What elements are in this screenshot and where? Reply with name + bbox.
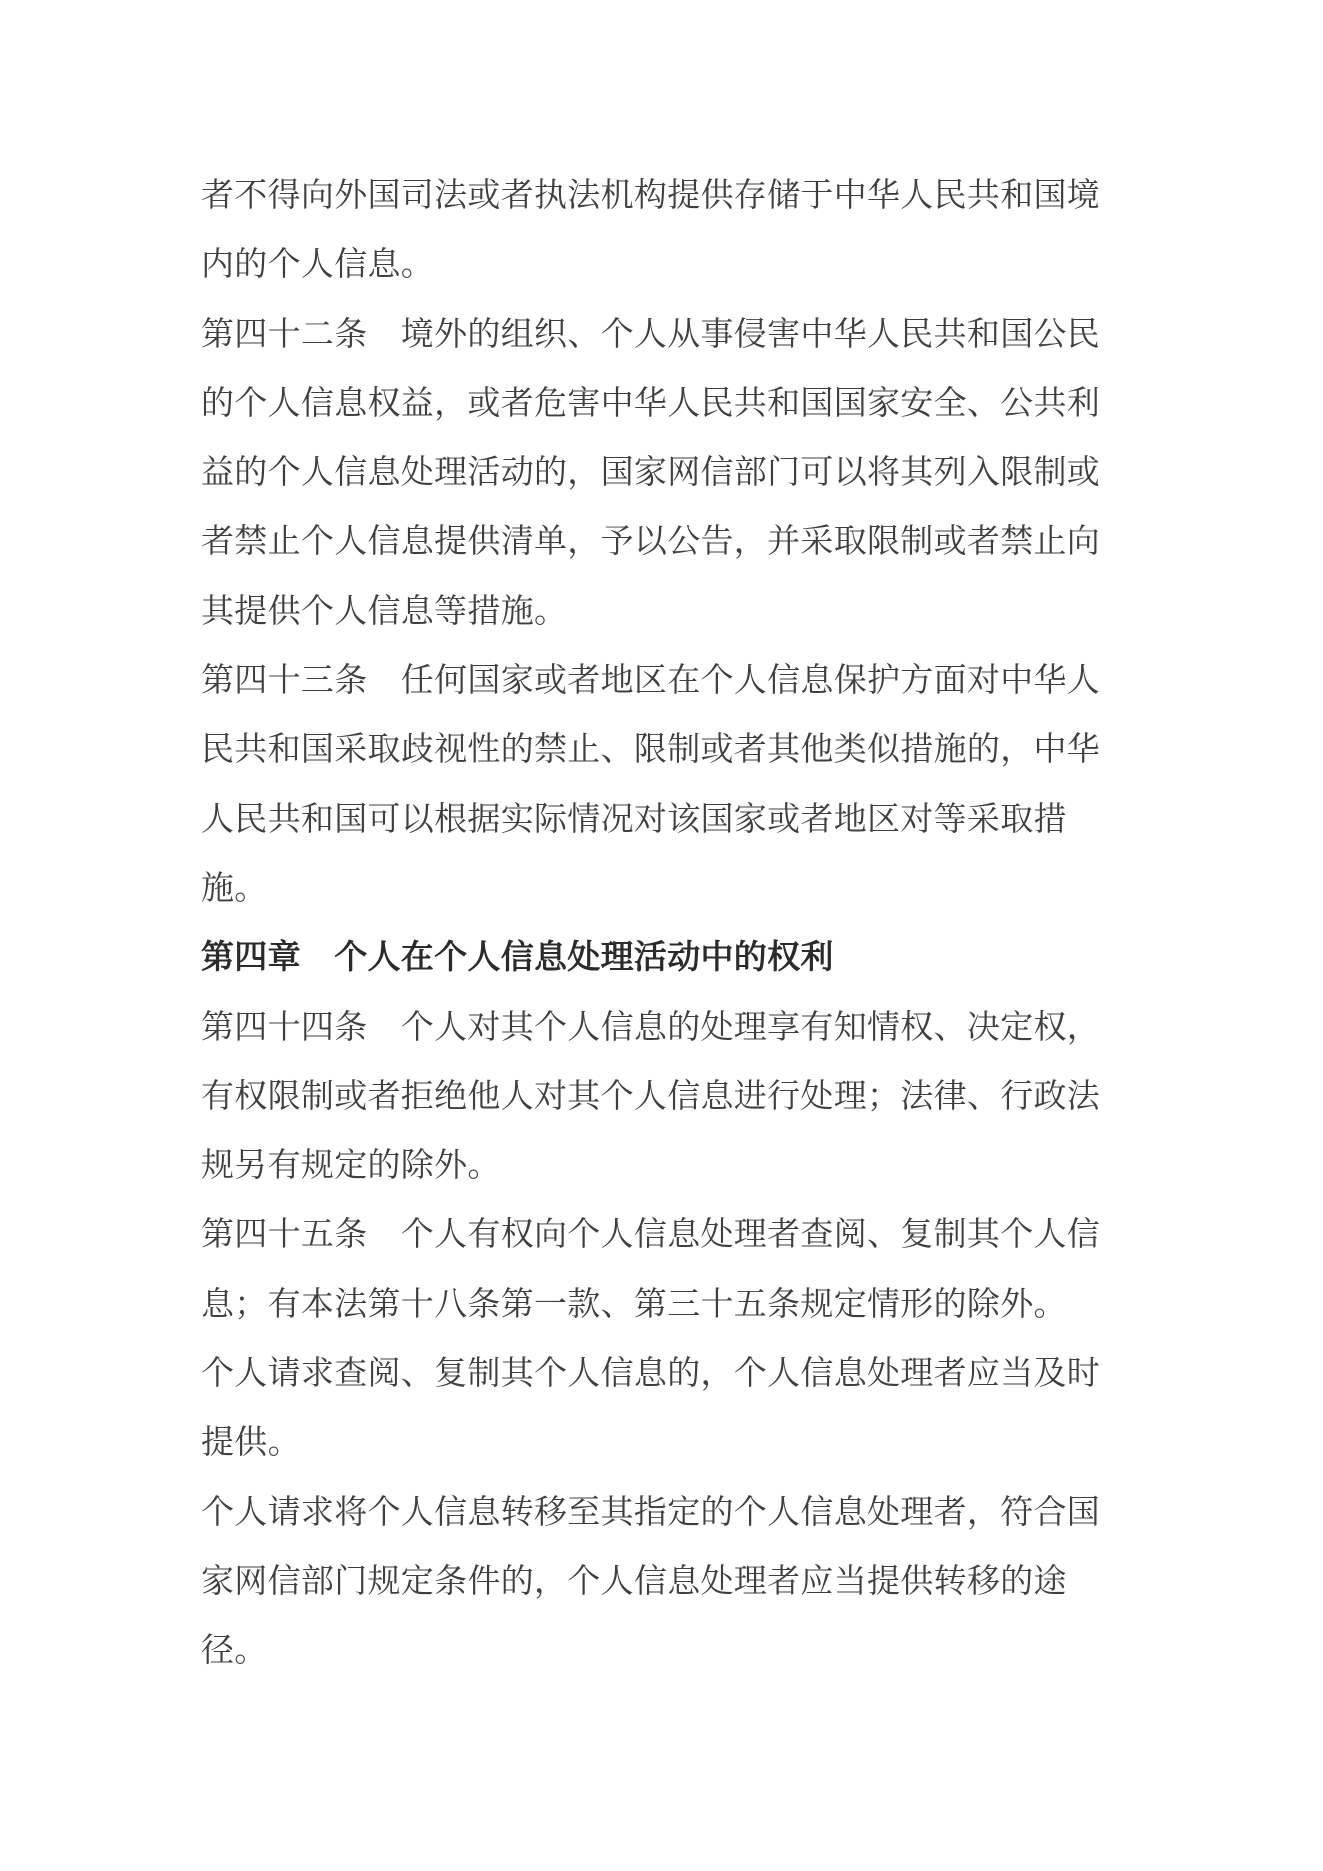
text-line: 有权限制或者拒绝他人对其个人信息进行处理；法律、行政法 — [201, 1078, 1101, 1115]
text-block — [201, 162, 1161, 1687]
text-line: 者不得向外国司法或者执法机构提供存储于中华人民共和国境 — [201, 178, 1101, 214]
text-line: 民共和国采取歧视性的禁止、限制或者其他类似措施的，中华 — [201, 732, 1101, 769]
text-line: 提供。 — [201, 1425, 301, 1462]
text-line: 人民共和国可以根据实际情况对该国家或者地区对等采取措 — [201, 801, 1067, 838]
text-line: 第四十四条 个人对其个人信息的处理享有知情权、决定权， — [201, 1009, 1101, 1046]
text-line: 第四十三条 任何国家或者地区在个人信息保护方面对中华人 — [201, 663, 1101, 700]
text-line: 施。 — [201, 870, 268, 907]
text-line: 息；有本法第十八条第一款、第三十五条规定情形的除外。 — [201, 1286, 1067, 1323]
text-line: 径。 — [201, 1633, 268, 1670]
text-line: 其提供个人信息等措施。 — [201, 593, 568, 630]
text-line: 的个人信息权益，或者危害中华人民共和国国家安全、公共利 — [201, 385, 1101, 422]
text-line: 内的个人信息。 — [201, 247, 435, 284]
text-line: 个人请求将个人信息转移至其指定的个人信息处理者，符合国 — [201, 1494, 1101, 1531]
text-line: 家网信部门规定条件的，个人信息处理者应当提供转移的途 — [201, 1563, 1067, 1600]
chapter-heading: 第四章 个人在个人信息处理活动中的权利 — [201, 940, 834, 977]
text-line: 规另有规定的除外。 — [201, 1148, 501, 1185]
text-line: 者禁止个人信息提供清单，予以公告，并采取限制或者禁止向 — [201, 524, 1101, 561]
text-line: 个人请求查阅、复制其个人信息的，个人信息处理者应当及时 — [201, 1356, 1101, 1393]
text-line: 第四十二条 境外的组织、个人从事侵害中华人民共和国公民 — [201, 316, 1101, 353]
text-line: 第四十五条 个人有权向个人信息处理者查阅、复制其个人信 — [201, 1217, 1101, 1254]
text-line: 益的个人信息处理活动的，国家网信部门可以将其列入限制或 — [201, 455, 1101, 492]
